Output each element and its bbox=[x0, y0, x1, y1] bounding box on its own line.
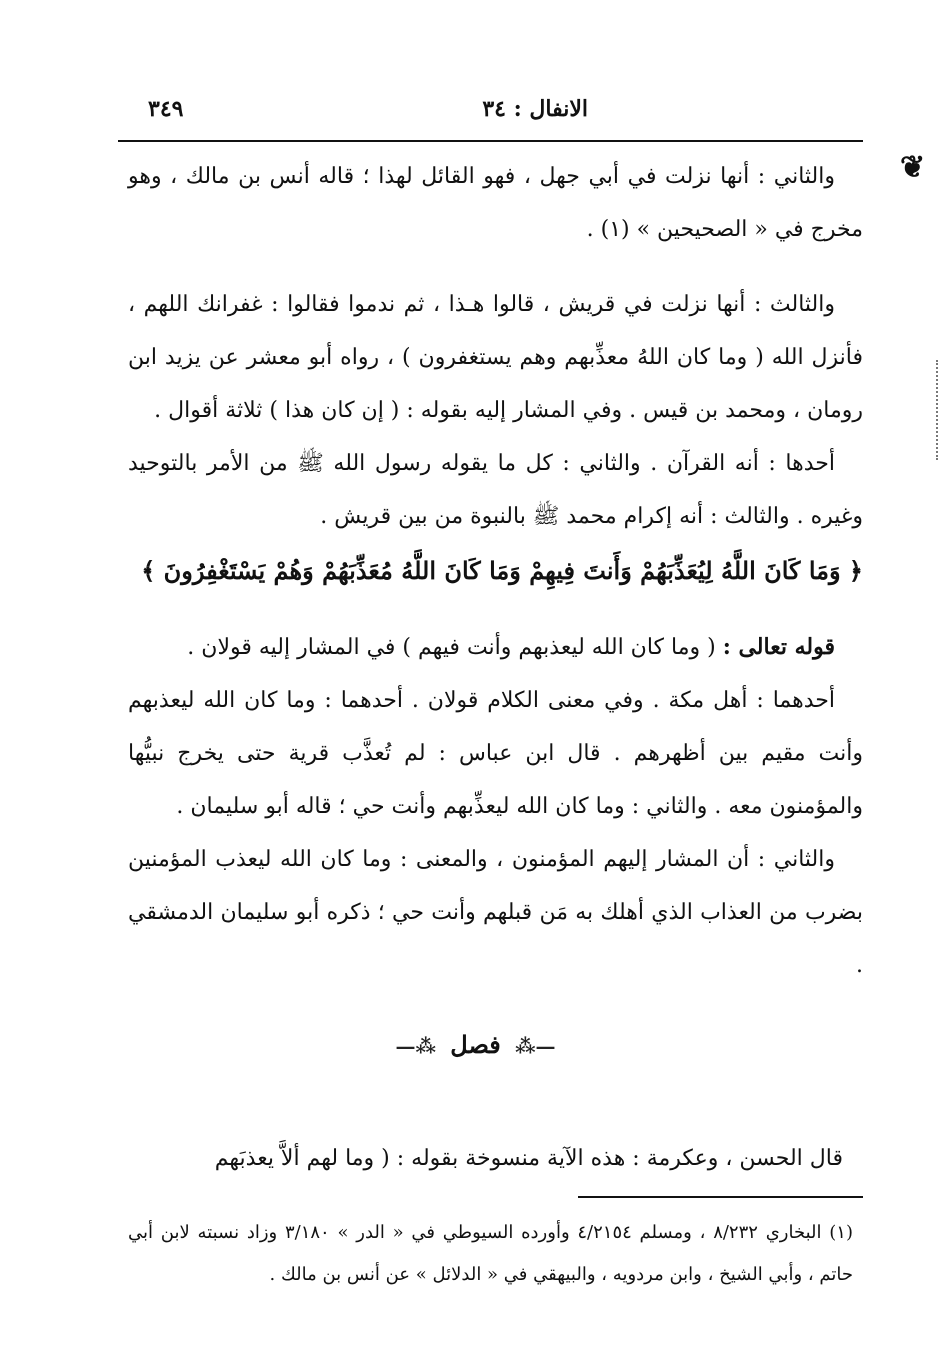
quran-verse: ﴿ وَمَا كَانَ اللَّهُ لِيُعَذِّبَهُمْ وَأَنتَ فِيهِمْ وَمَا كَانَ اللَّهُ مُعَذِّبَهُمْ وَهُمْ يَسْتَغْفِرُونَ ﴾ bbox=[141, 556, 863, 585]
page-number: ٣٤٩ bbox=[148, 96, 184, 122]
commentary-second-opinion: والثاني : أن المشار إليهم المؤمنون ، والمعنى : وما كان الله ليعذب المؤمنين بضرب من العذاب الذي أهلك به مَن قبلهم وأنت حي ؛ ذكره أبو سليمان الدمشقي . bbox=[128, 847, 863, 978]
running-header bbox=[148, 92, 798, 132]
commentary-lead: قوله تعالى : bbox=[722, 634, 835, 660]
margin-mark: ❦ bbox=[900, 150, 926, 185]
footnote-rule bbox=[578, 1196, 863, 1198]
ornament-right-icon: —⁂ bbox=[515, 1034, 556, 1058]
ornament-left-icon: ⁂— bbox=[395, 1034, 436, 1058]
margin-dots bbox=[930, 360, 938, 460]
footnote bbox=[128, 1212, 853, 1296]
paragraph-three-sayings: أحدها : أنه القرآن . والثاني : كل ما يقوله رسول الله ﷺ من الأمر بالتوحيد وغيره . والثالث : أنه إكرام محمد ﷺ بالنبوة من بين قريش . bbox=[128, 451, 863, 529]
paragraph-third-view: والثالث : أنها نزلت في قريش ، قالوا هـذا ، ثم ندموا فقالوا : غفرانك اللهم ، فأنزل الله ( وما كان اللهُ معذِّبهم وهم يستغفرون ) ، رواه أبو معشر عن يزيد ابن رومان ، ومحمد بن قيس . وفي المشار إليه بقوله : ( إن كان هذا ) ثلاثة أقوال . bbox=[128, 292, 863, 423]
header-rule bbox=[118, 140, 863, 142]
section-heading-label: فصل bbox=[450, 1030, 501, 1059]
main-text bbox=[128, 150, 863, 992]
footnote-text: (١) البخاري ٨/٢٣٢ ، ومسلم ٤/٢١٥٤ وأورده السيوطي في « الدر » ٣/١٨٠ وزاد نسبته لابن أبي حاتم ، وأبي الشيخ ، وابن مردويه ، والبيهقي في « الدلائل » عن أنس بن مالك . bbox=[128, 1222, 853, 1285]
paragraph-second-view: والثاني : أنها نزلت في أبي جهل ، فهو القائل لهذا ؛ قاله أنس بن مالك ، وهو مخرج في « الصحيحين » (١) . bbox=[128, 164, 863, 242]
commentary-lead-paragraph bbox=[128, 621, 863, 674]
continuing-text: قال الحسن ، وعكرمة : هذه الآية منسوخة بقوله : ( وما لهم ألاَّ يعذبَهم bbox=[214, 1146, 843, 1171]
section-heading bbox=[348, 1030, 603, 1059]
commentary-first-opinion: أحدهما : أهل مكة . وفي معنى الكلام قولان . أحدهما : وما كان الله ليعذبهم وأنت مقيم بين أظهرهم . قال ابن عباس : لم تُعذَّب قرية حتى يخرج نبيُّها والمؤمنون معه . والثاني : وما كان الله ليعذِّبهم وأنت حي ؛ قاله أبو سليمان . bbox=[128, 688, 863, 819]
commentary-lead-text: ( وما كان الله ليعذبهم وأنت فيهم ) في المشار إليه قولان . bbox=[187, 635, 723, 660]
running-title: الانفال : ٣٤ bbox=[482, 96, 588, 122]
